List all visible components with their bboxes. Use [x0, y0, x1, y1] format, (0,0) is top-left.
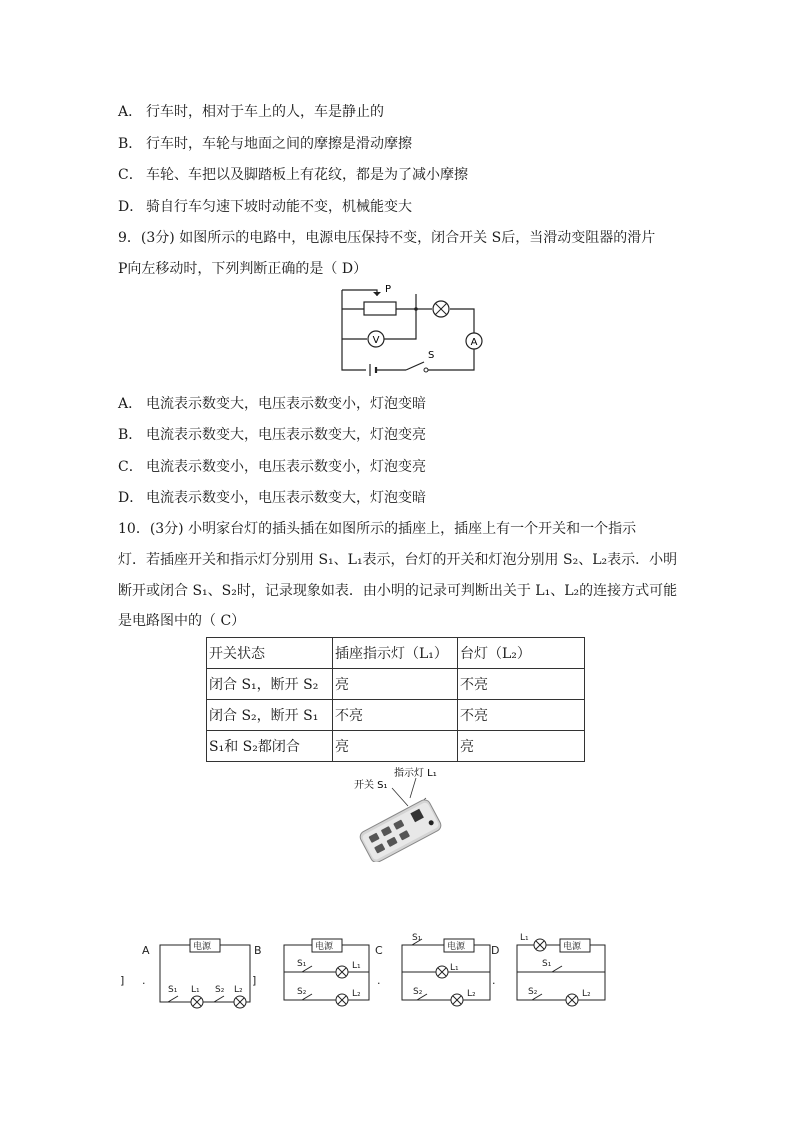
- s2-label: S₂: [413, 987, 423, 997]
- circuit-b-label: B: [254, 944, 262, 957]
- table-cell: 不亮: [458, 700, 585, 731]
- circuit-a-label: A: [142, 944, 150, 957]
- table-cell: 亮: [333, 669, 458, 700]
- slider-arrow-icon: [373, 292, 381, 296]
- voltmeter-label: V: [372, 335, 380, 346]
- l2-label: L₂: [467, 989, 476, 999]
- q9-option-d: D． 电流表示数变小，电压表示数变大，灯泡变暗: [118, 490, 426, 506]
- table-row: [207, 669, 585, 700]
- indicator-l1-label: 指示灯 L₁: [394, 768, 437, 779]
- circuit-c-label: C: [375, 944, 383, 957]
- q9-stem-line2: P向左移动时，下列判断正确的是（ D）: [118, 261, 368, 277]
- power-label: 电源: [315, 942, 334, 952]
- ammeter-label: A: [470, 337, 478, 348]
- table-cell: 不亮: [458, 669, 585, 700]
- l2-label: L₂: [582, 989, 591, 999]
- power-strip-icon: [358, 798, 443, 862]
- s1-label: S₁: [412, 933, 422, 943]
- power-label: 电源: [193, 942, 212, 952]
- q8-option-b: B． 行车时，车轮与地面之间的摩擦是滑动摩擦: [118, 136, 412, 152]
- l1-label: L₁: [352, 961, 361, 971]
- l2-label: L₂: [352, 989, 361, 999]
- table-header-cell: 插座指示灯（L₁）: [333, 638, 458, 669]
- stray-bracket: ]: [252, 974, 257, 987]
- s2-label: S₂: [215, 985, 225, 995]
- power-strip-figure: [350, 766, 450, 862]
- q8-option-d: D． 骑自行车匀速下坡时动能不变，机械能变大: [118, 199, 412, 215]
- l1-label: L₁: [191, 985, 200, 995]
- l1-label: L₁: [450, 963, 459, 973]
- table-cell: S₁和 S₂都闭合: [207, 731, 333, 762]
- dot: .: [492, 974, 496, 987]
- s2-label: S₂: [528, 987, 538, 997]
- table-cell: 闭合 S₂，断开 S₁: [207, 700, 333, 731]
- q9-option-a: A． 电流表示数变大，电压表示数变小，灯泡变暗: [118, 396, 426, 412]
- table-cell: 亮: [458, 731, 585, 762]
- table-cell: 亮: [333, 731, 458, 762]
- table-row: [207, 700, 585, 731]
- l2-label: L₂: [234, 985, 243, 995]
- q9-circuit-diagram: [336, 282, 486, 382]
- table-header-cell: 开关状态: [207, 638, 333, 669]
- q8-option-c: C． 车轮、车把以及脚踏板上有花纹，都是为了减小摩擦: [118, 167, 468, 183]
- table-header-cell: 台灯（L₂）: [458, 638, 585, 669]
- circuit-d-label: D: [491, 944, 500, 957]
- dot: .: [377, 974, 381, 987]
- slider-label: P: [385, 284, 392, 295]
- dot: .: [142, 974, 146, 987]
- q8-option-a: A． 行车时，相对于车上的人，车是静止的: [118, 104, 384, 120]
- q9-option-b: B． 电流表示数变大，电压表示数变大，灯泡变亮: [118, 427, 426, 443]
- q10-stem-line2: 灯．若插座开关和指示灯分别用 S₁、L₁表示，台灯的开关和灯泡分别用 S₂、L₂表示．小明: [118, 552, 678, 568]
- table-header-row: [207, 638, 585, 669]
- table-row: [207, 731, 585, 762]
- s2-label: S₂: [297, 987, 307, 997]
- q9-option-c: C． 电流表示数变小，电压表示数变小，灯泡变亮: [118, 459, 426, 475]
- l1-label: L₁: [520, 933, 529, 943]
- s1-label: S₁: [168, 985, 178, 995]
- q10-stem-line3: 断开或闭合 S₁、S₂时，记录现象如表．由小明的记录可判断出关于 L₁、L₂的连接方式可能: [118, 583, 678, 599]
- table-cell: 不亮: [333, 700, 458, 731]
- record-table: [206, 637, 585, 762]
- q10-stem-line4: 是电路图中的（ C）: [118, 613, 246, 629]
- power-label: 电源: [447, 942, 466, 952]
- table-cell: 闭合 S₁，断开 S₂: [207, 669, 333, 700]
- q9-stem-line1: 9．(3分) 如图所示的电路中，电源电压保持不变，闭合开关 S后，当滑动变阻器的滑片: [118, 230, 656, 246]
- s1-label: S₁: [542, 959, 552, 969]
- s1-label: S₁: [297, 959, 307, 969]
- q10-stem-line1: 10．(3分) 小明家台灯的插头插在如图所示的插座上，插座上有一个开关和一个指示: [118, 521, 637, 537]
- power-label: 电源: [563, 942, 582, 952]
- stray-bracket: ]: [120, 974, 125, 987]
- switch-label: S: [428, 350, 435, 361]
- answer-circuits: [112, 932, 612, 1010]
- switch-s1-label: 开关 S₁: [354, 780, 388, 791]
